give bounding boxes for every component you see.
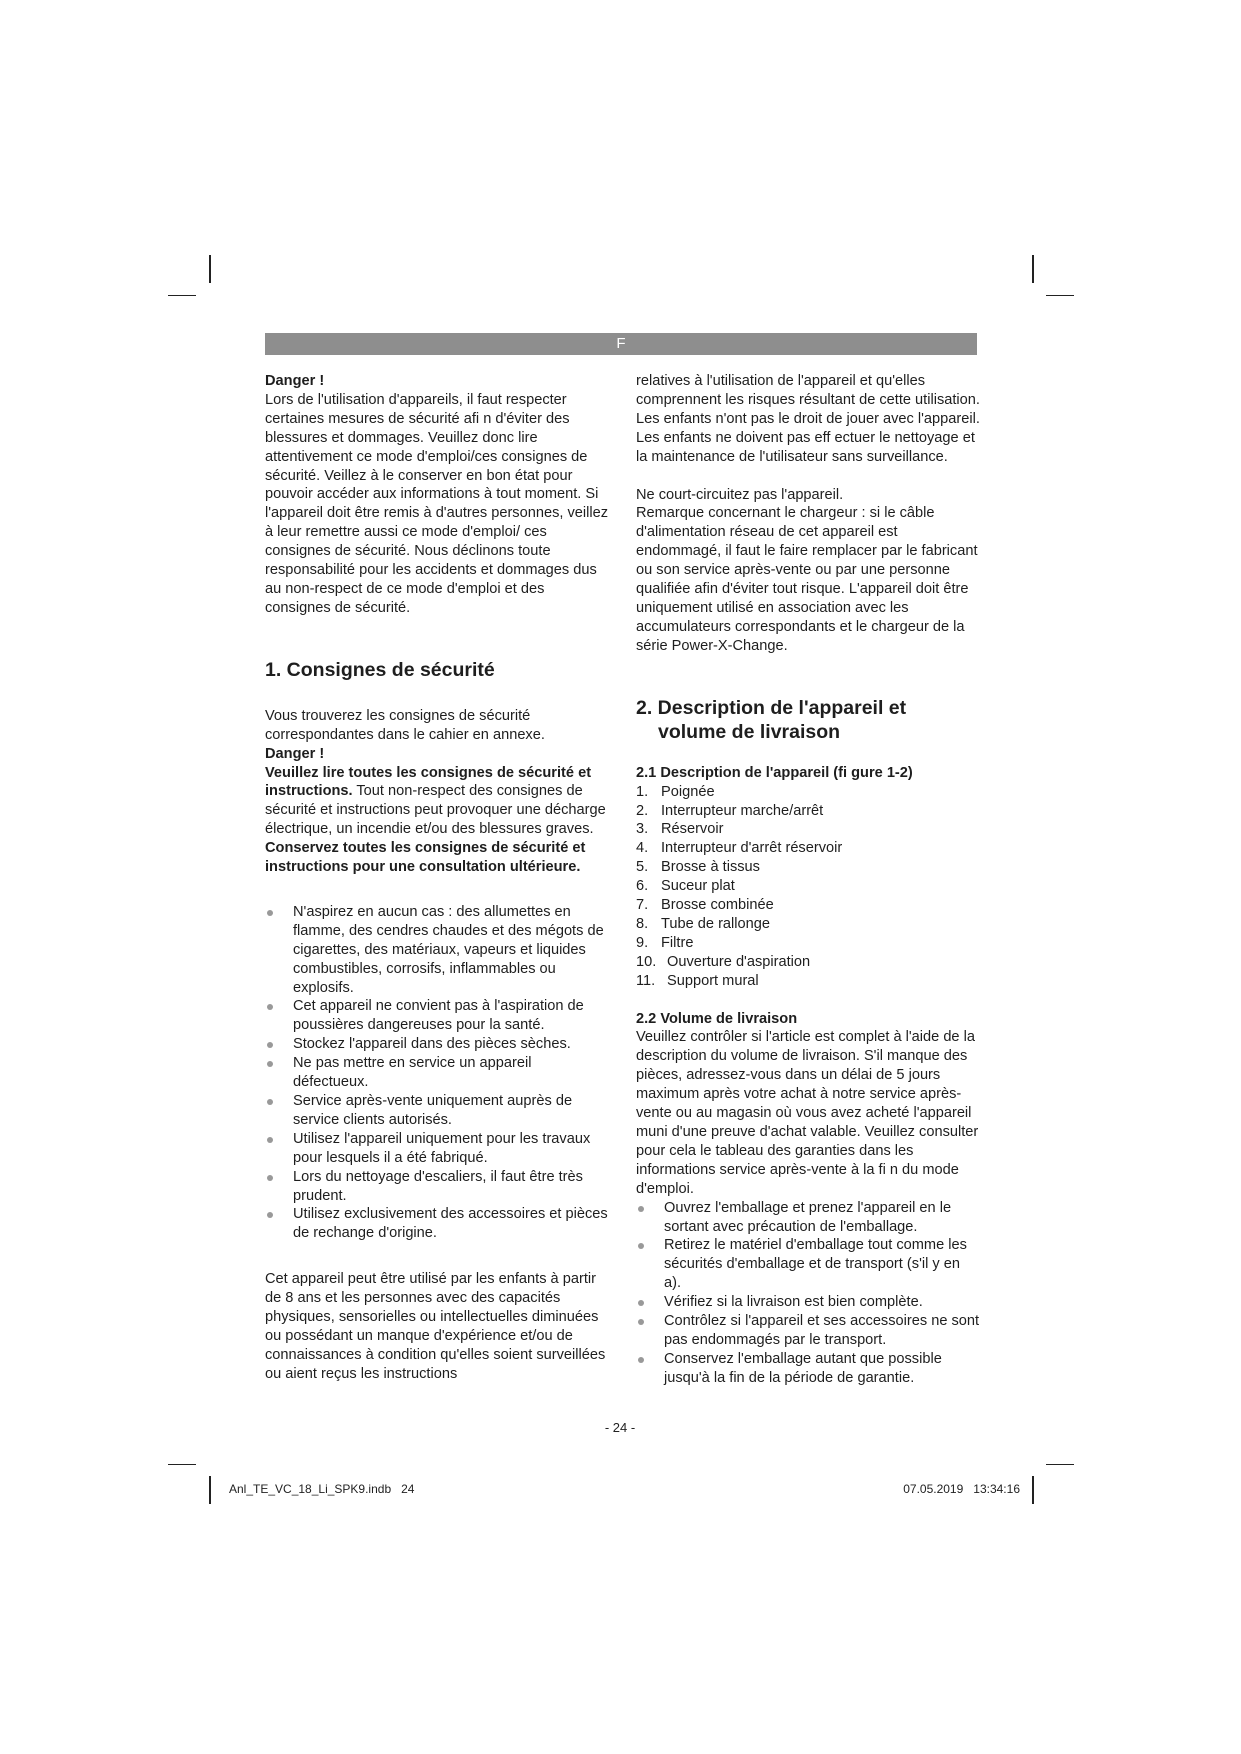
subsection-2-1-title: 2.1 Description de l'appareil (fi gure 1-2) xyxy=(636,764,913,781)
danger-title: Danger ! xyxy=(265,373,325,389)
list-item: Retirez le matériel d'emballage tout comme les sécurités d'emballage et de transport (s'il y en a). xyxy=(636,1236,980,1293)
list-item: Lors du nettoyage d'escaliers, il faut être très prudent. xyxy=(265,1168,609,1206)
danger-paragraph: Lors de l'utilisation d'appareils, il faut respecter certaines mesures de sécurité afi n d'éviter des blessures et dommages. Veuillez donc lire attentivement ce mode d'emploi/ces consignes de sécurité. Veillez à le conserver en bon état pour pouvoir accéder aux informations à tout moment. Si l'appareil doit être remis à d'autres personnes, veillez à leur remettre aussi ce mode d'emploi/ ces consignes de sécurité. Nous déclinons toute responsabilité pour les accidents et dommages dus au non-respect de ce mode d'emploi et des consignes de sécurité. xyxy=(265,391,609,616)
delivery-paragraph: Veuillez contrôler si l'article est complet à l'aide de la description du volume de livraison. S'il manque des pièces, adressez-vous dans un délai de 5 jours maximum après votre achat à notre service après-vente ou au magasin où vous avez acheté l'appareil muni d'une preuve d'achat valable. Veuillez consulter pour cela le tableau des garanties dans les informations service après-vente à la fi n du mode d'emploi. xyxy=(636,1029,979,1197)
annex-intro: Vous trouverez les consignes de sécurité correspondantes dans le cahier en annexe. xyxy=(265,707,545,743)
list-item: Cet appareil ne convient pas à l'aspiration de poussières dangereuses pour la santé. xyxy=(265,997,609,1035)
crop-mark xyxy=(168,1464,196,1465)
list-item: 10. Ouverture d'aspiration xyxy=(636,953,811,970)
list-item: 4. Interrupteur d'arrêt réservoir xyxy=(636,840,843,857)
list-item: 5. Brosse à tissus xyxy=(636,859,760,876)
crop-mark xyxy=(168,295,196,296)
list-item: Service après-vente uniquement auprès de service clients autorisés. xyxy=(265,1092,609,1130)
list-item: N'aspirez en aucun cas : des allumettes en flamme, des cendres chaudes et des mégots de cigarettes, des matériaux, vapeurs et liquides combustibles, corrosifs, inflammables ou explosifs. xyxy=(265,903,609,998)
delivery-bullet-list xyxy=(636,1199,980,1388)
warning-paragraph xyxy=(265,764,609,840)
subsection-2-2-title: 2.2 Volume de livraison xyxy=(636,1010,798,1027)
safety-bullet-list xyxy=(265,903,609,1243)
list-item: 6. Suceur plat xyxy=(636,878,735,895)
list-item: Stockez l'appareil dans des pièces sèches. xyxy=(265,1035,609,1054)
section-2-title-line2: volume de livraison xyxy=(658,720,841,743)
crop-mark xyxy=(209,255,211,283)
crop-mark xyxy=(1046,295,1074,296)
parts-list xyxy=(636,783,980,991)
list-item: 3. Réservoir xyxy=(636,821,724,838)
language-header-bar xyxy=(265,333,977,355)
crop-mark xyxy=(1032,1476,1034,1504)
list-item: Conservez l'emballage autant que possible jusqu'à la fin de la période de garantie. xyxy=(636,1350,980,1388)
list-item: Ouvrez l'emballage et prenez l'appareil en le sortant avec précaution de l'emballage. xyxy=(636,1199,980,1237)
list-item: 2. Interrupteur marche/arrêt xyxy=(636,802,824,819)
section-1-title: 1. Consignes de sécurité xyxy=(265,658,495,681)
children-paragraph: Cet appareil peut être utilisé par les enfants à partir de 8 ans et les personnes avec des capacités physiques, sensorielles ou intellectuelles diminuées ou possédant un manque d'expérience et/ou de connaissances à condition qu'elles soient surveillées ou aient reçus les instructions xyxy=(265,1271,606,1382)
right-column xyxy=(636,372,980,1388)
warning-bold: Veuillez lire toutes les consignes de sécurité et instructions. xyxy=(265,764,592,800)
left-column xyxy=(265,372,609,1384)
continued-paragraph: relatives à l'utilisation de l'appareil et qu'elles comprennent les risques résultant de cette utilisation. Les enfants n'ont pas le droit de jouer avec l'appareil. Les enfants ne doivent pas eff ectuer le nettoyage et la maintenance de l'utilisateur sans surveillance. xyxy=(636,373,980,465)
list-item: Utilisez exclusivement des accessoires et pièces de rechange d'origine. xyxy=(265,1205,609,1243)
section-2-title xyxy=(636,696,980,744)
crop-mark xyxy=(209,1476,211,1504)
crop-mark xyxy=(1046,1464,1074,1465)
list-item: 11. Support mural xyxy=(636,972,759,989)
print-timestamp: 07.05.2019 13:34:16 xyxy=(903,1482,1020,1496)
list-item: 9. Filtre xyxy=(636,934,694,951)
warning-text: Tout non-respect des consignes de sécurité et instructions peut provoquer une décharge électrique, un incendie et/ou des blessures graves. xyxy=(265,783,606,838)
list-item: 8. Tube de rallonge xyxy=(636,915,770,932)
list-item: Vérifiez si la livraison est bien complète. xyxy=(636,1293,980,1312)
file-name: Anl_TE_VC_18_Li_SPK9.indb 24 xyxy=(229,1482,415,1496)
charger-note: Remarque concernant le chargeur : si le câble d'alimentation réseau de cet appareil est endommagé, il faut le faire remplacer par le fabricant ou son service après-vente ou par une personne qualifiée afin d'éviter tout risque. L'appareil doit être uniquement utilisé en association avec les accumulateurs correspondants et le chargeur de la série Power-X-Change. xyxy=(636,505,978,654)
keep-instructions: Conservez toutes les consignes de sécurité et instructions pour une consultation ultérieure. xyxy=(265,840,586,876)
short-circuit-note: Ne court-circuitez pas l'appareil. xyxy=(636,486,844,503)
list-item: Utilisez l'appareil uniquement pour les travaux pour lesquels il a été fabriqué. xyxy=(265,1130,609,1168)
list-item: Ne pas mettre en service un appareil défectueux. xyxy=(265,1054,609,1092)
section-2-title-line1: 2. Description de l'appareil et xyxy=(636,696,907,719)
language-label: F xyxy=(616,335,626,352)
list-item: Contrôlez si l'appareil et ses accessoires ne sont pas endommagés par le transport. xyxy=(636,1312,980,1350)
list-item: 7. Brosse combinée xyxy=(636,897,774,914)
danger-title-2: Danger ! xyxy=(265,745,325,762)
crop-mark xyxy=(1032,255,1034,283)
page-number: - 24 - xyxy=(604,1420,636,1435)
list-item: 1. Poignée xyxy=(636,783,715,800)
